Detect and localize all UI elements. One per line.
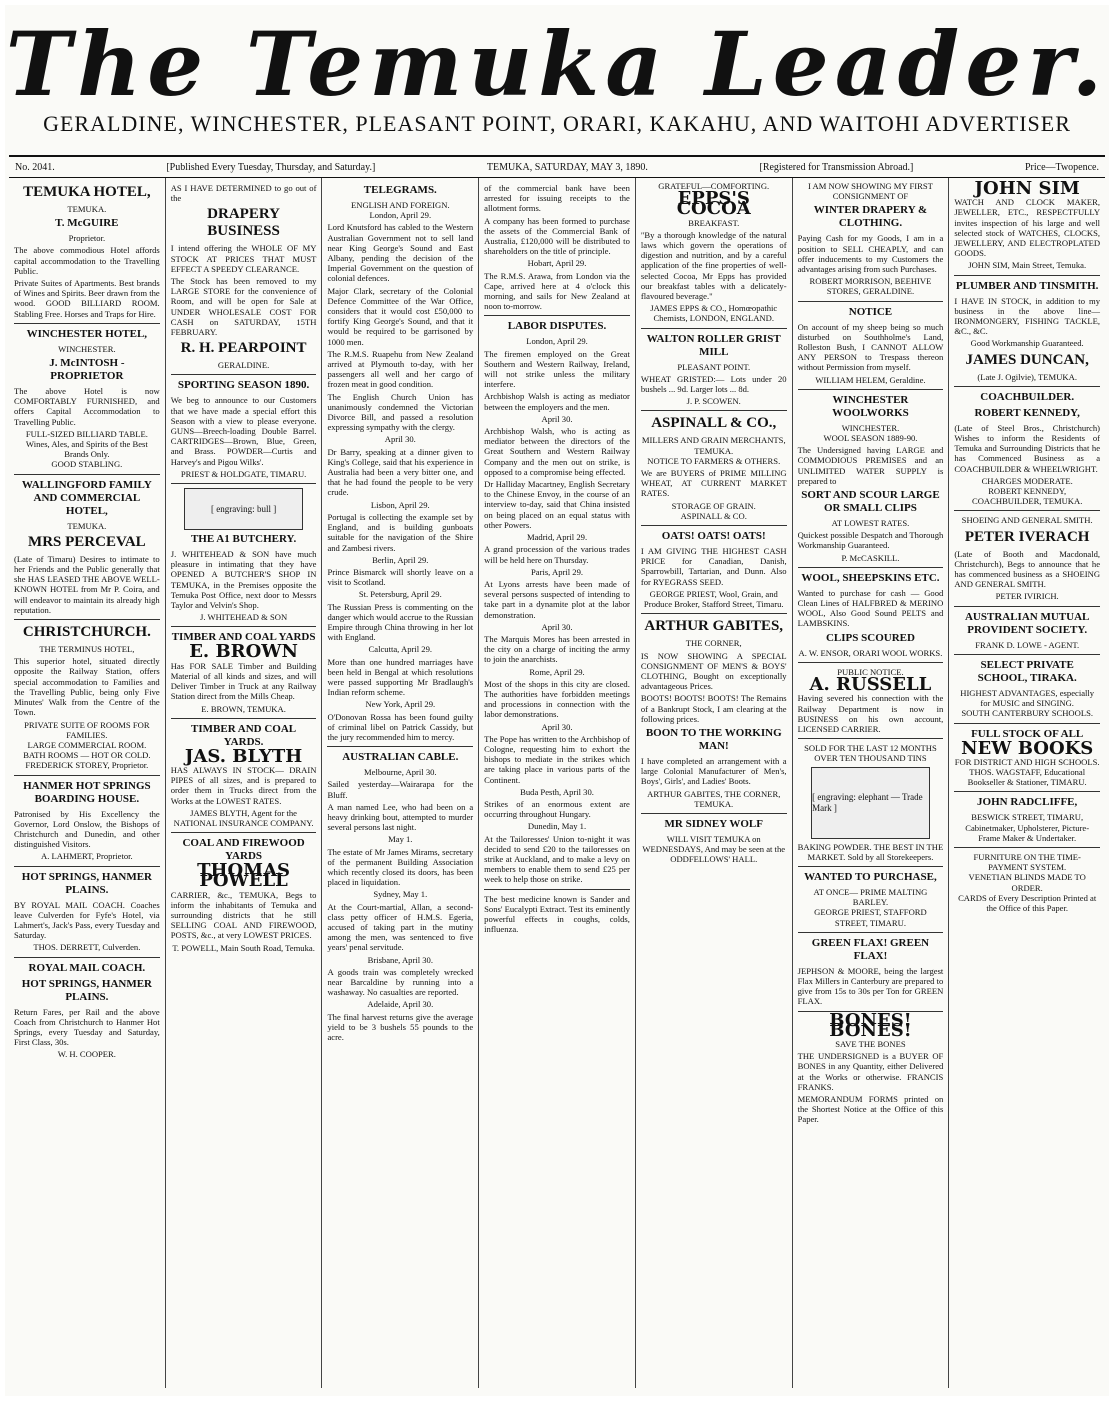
ad-heading: PETER IVERACH: [964, 528, 1090, 545]
divider: [14, 474, 160, 475]
column-5: [636, 178, 793, 1388]
news-text: A man named Lee, who had been on a heavy drinking bout, attempted to murder several persons last night.: [327, 801, 474, 833]
issue-number: No. 2041.: [15, 161, 55, 173]
section-heading: AUSTRALIAN CABLE.: [342, 751, 459, 764]
ad-text: (Late of Steel Bros., Christchurch) Wishes to inform the Residents of Temuka and Surrounding Districts that he has Commenced Business as a COACHBUILDER & WHEELWRIGHT.: [954, 422, 1101, 474]
news-text: Most of the shops in this city are closed. The authorities have forbidden meetings and processions in connection with the labor demonstrations.: [484, 678, 630, 720]
ad-text: LARGE COMMERCIAL ROOM.: [27, 739, 147, 750]
columns: [9, 178, 1105, 1388]
news-text: Dr Barry, speaking at a dinner given to King's College, said that his experience in Australia had been a very bitter one, and that he had found the people to be very crude.: [327, 446, 474, 498]
ad-heading: SORT AND SCOUR LARGE OR SMALL CLIPS: [801, 489, 940, 515]
ad-heading: WALLINGFORD FAMILY AND COMMERCIAL HOTEL,: [21, 478, 152, 517]
ad-text: FULL-SIZED BILLIARD TABLE.: [25, 428, 148, 439]
ad-heading: NOTICE: [848, 305, 893, 318]
ad-text: JAMES EPPS & CO., Homœopathic Chemists, LONDON, ENGLAND.: [650, 303, 778, 324]
ad-text: MEMORANDUM FORMS printed on the Shortest Notice at the Office of this Paper.: [797, 1093, 944, 1125]
ad-text: Patronised by His Excellency the Governor, Lord Onslow, the Bishops of Christchurch and Dunedin, and other distinguished Visitors.: [14, 808, 160, 850]
news-text: Major Clark, secretary of the Colonial Defence Committee of the War Office, considers that it would cost £50,000 to fortify King George's Sound, and that it would be required to be garrisoned by 1000 men.: [327, 285, 474, 347]
news-text: The final harvest returns give the average yield to be 3 bushels 55 pounds to the acre.: [327, 1011, 474, 1043]
news-text: The best medicine known is Sander and Sons' Eucalypti Extract. Test its eminently powerful effects in coughs, colds, influenza.: [484, 893, 630, 935]
ad-text: WILL VISIT TEMUKA on WEDNESDAYS, And may be seen at the ODDFELLOWS' HALL.: [642, 833, 786, 865]
news-text: The Pope has written to the Archbishop of Cologne, requesting him to exhort the bishops to mediate in the strikes which are taking place in various parts of the Continent.: [484, 733, 630, 785]
ad-text: GRATEFUL—COMFORTING.: [658, 181, 770, 191]
price: Price—Twopence.: [1024, 161, 1099, 173]
ad-subheading: WINCHESTER.: [841, 422, 900, 433]
ad-text: I AM GIVING THE HIGHEST CASH PRICE for Canadian, Danish, Sparrowbill, Tartarian, and Dunn. Also for RYEGRASS SEED.: [640, 546, 787, 587]
ad-subheading: THE CORNER,: [685, 638, 742, 649]
ad-heading: WINCHESTER WOOLWORKS: [832, 393, 909, 419]
divider: [641, 613, 787, 614]
divider: [171, 626, 317, 627]
ad-subheading: THE TERMINUS HOTEL,: [39, 644, 135, 655]
news-text: At the Court-martial, Allan, a second-class petty officer of H.M.S. Egeria, accused of taking part in the mutiny among the men, was sentenced to five years' penal servitude.: [327, 901, 474, 953]
ad-text: GEORGE PRIEST, Wool, Grain, and Produce Broker, Stafford Street, Timaru.: [643, 588, 784, 610]
ad-text: Has FOR SALE Timber and Building Material of all kinds and sizes, and will Deliver Timber in Truck at any Railway Station direct from the Mills Cheap.: [170, 660, 317, 702]
ad-text: I AM NOW SHOWING MY FIRST CONSIGNMENT OF: [808, 181, 933, 202]
divider: [954, 386, 1100, 387]
news-text: Dr Halliday Macartney, English Secretary to the Chinese Envoy, in the course of an interview to-day, said that China insisted on being placed on an equal status with other Powers.: [484, 479, 630, 530]
ad-text: J. WHITEHEAD & SON: [199, 612, 288, 623]
divider: [641, 328, 787, 329]
ad-text: BATH ROOMS — HOT OR COLD.: [23, 750, 151, 761]
ad-text: J. WHITEHEAD & SON have much pleasure in intimating that they have OPENED A BUTCHER'S SHOP IN TEMUKA, in the Premises opposite the Temuka Post Office, next door to Messrs Taylor and Velvin's Shop.: [170, 549, 317, 611]
ad-text: The above commodious Hotel affords capital accommodation to the Travelling Public.: [14, 245, 160, 276]
ad-heading: THE A1 BUTCHERY.: [190, 533, 297, 546]
divider: [171, 832, 317, 833]
ad-text: AS I HAVE DETERMINED to go out of the: [170, 183, 317, 204]
ad-text: HAS ALWAYS IN STOCK— DRAIN PIPES of all sizes, and is prepared to order them in Trucks direct from the Works at the LOWEST RATES.: [170, 764, 317, 806]
ad-text: W. H. COOPER.: [57, 1049, 116, 1060]
ad-heading: SPORTING SEASON 1890.: [177, 379, 310, 392]
ad-text: JOHN SIM, Main Street, Temuka.: [968, 260, 1087, 271]
divider: [641, 410, 787, 411]
ad-heading: COACHBUILDER.: [980, 390, 1075, 403]
newspaper-title: The Temuka Leader.: [5, 12, 1109, 116]
dateline-item: St. Petersburg, April 29.: [358, 589, 442, 600]
divider: [798, 738, 944, 739]
ad-text: I HAVE IN STOCK, in addition to my business in the above line— IRONMONGERY, FISHING TACKLE, &C., &C.: [954, 295, 1101, 337]
news-text: Lord Knutsford has cabled to the Western Australian Government not to sell land near King George's Sound and East Albany, pending the decision of the Imperial Government on the question of colonial defences.: [327, 222, 474, 284]
divider: [954, 275, 1100, 276]
dateline: [9, 155, 1105, 178]
divider: [641, 525, 787, 526]
dateline-item: Rome, April 29.: [529, 666, 585, 677]
dateline-item: Adelaide, April 30.: [367, 999, 434, 1010]
news-text: Archbishop Walsh, who is acting as mediator between the directors of the Great Southern and Western Railway Company and the men out on strike, is opposed to a compromise being effected.: [484, 426, 630, 477]
ad-text: WOOL SEASON 1889-90.: [823, 433, 918, 444]
masthead: [5, 5, 1109, 155]
ad-text: WHEAT GRISTED:— Lots under 20 bushels ... 9d. Larger lots ... 8d.: [640, 373, 787, 395]
ad-heading: BOON TO THE WORKING MAN!: [645, 726, 782, 752]
ad-text: AT LOWEST RATES.: [831, 518, 910, 529]
news-text: The English Church Union has unanimously condemned the Victorian Divorce Bill, and passed a resolution expressing sympathy with the clergy.: [327, 391, 474, 433]
news-text: The firemen employed on the Great Southern and Western Railway, Ireland, will not strike unless the military interfere.: [484, 348, 630, 390]
ad-heading: MR SIDNEY WOLF: [664, 817, 763, 830]
ad-subheading: MILLERS AND GRAIN MERCHANTS, TEMUKA.: [641, 435, 786, 456]
dateline-item: Dunedin, May 1.: [527, 821, 587, 832]
ad-heading: ASPINALL & CO.,: [651, 415, 777, 432]
ad-text: IS NOW SHOWING A SPECIAL CONSIGNMENT OF MEN'S & BOYS' CLOTHING, Bought on exceptionally advantageous Prices.: [640, 650, 787, 692]
dateline-item: Melbourne, April 30.: [364, 767, 437, 778]
ad-subheading: WINCHESTER.: [58, 343, 116, 354]
divider: [954, 606, 1100, 607]
news-text: A grand procession of the various trades will be held here on Thursday.: [484, 544, 630, 565]
divider: [798, 567, 944, 568]
ad-text: THOS. DERRETT, Culverden.: [33, 942, 141, 953]
section-heading: LABOR DISPUTES.: [507, 320, 607, 333]
ad-text: Quickest possible Despatch and Thorough Workmanship Guaranteed.: [797, 530, 944, 551]
dateline-item: Madrid, April 29.: [526, 532, 588, 543]
column-4: [479, 178, 636, 1388]
ad-text: BAKING POWDER. THE BEST IN THE MARKET. Sold by all Storekeepers.: [797, 841, 944, 862]
ad-heading: THOMAS POWELL: [197, 860, 291, 892]
section-heading: TELEGRAMS.: [363, 184, 437, 196]
ad-text: BESWICK STREET, TIMARU, Cabinetmaker, Upholsterer, Picture-Frame Maker & Undertaker.: [965, 812, 1090, 843]
ad-text: The Undersigned having LARGE and COMMODIOUS PREMISES and an UNLIMITED WATER SUPPLY is prepared to: [797, 445, 944, 486]
ad-heading: PLUMBER AND TINSMITH.: [955, 279, 1099, 292]
ad-text: (Late of Booth and Macdonald, Christchurch), Begs to announce that he has commenced business as a SHOEING AND GENERAL SMITH.: [954, 548, 1101, 590]
divider: [171, 483, 317, 484]
dateline-item: Buda Pesth, April 30.: [520, 786, 594, 797]
divider: [798, 389, 944, 390]
ad-text: VENETIAN BLINDS MADE TO ORDER.: [968, 872, 1086, 893]
news-text: At the Tailoresses' Union to-night it was decided to send £20 to the tailoresses on strike at Auckland, and to make a levy on members to enable them to send £25 per week to help those on strike.: [484, 833, 630, 885]
ad-subheading: SHOEING AND GENERAL SMITH.: [961, 515, 1093, 526]
dateline-item: April 30.: [541, 721, 573, 732]
divider: [484, 315, 630, 316]
divider: [954, 510, 1100, 511]
newspaper-subtitle: GERALDINE, WINCHESTER, PLEASANT POINT, ORARI, KAKAHU, AND WAITOHI ADVERTISER: [43, 111, 1071, 136]
column-3: [322, 178, 479, 1388]
ad-heading: ROYAL MAIL COACH.: [28, 961, 146, 974]
ad-heading: A. RUSSELL: [809, 674, 932, 696]
dateline-item: Lisbon, April 29.: [370, 499, 430, 510]
ad-heading: WINTER DRAPERY & CLOTHING.: [813, 204, 928, 230]
ad-text: SOUTH CANTERBURY SCHOOLS.: [961, 708, 1094, 719]
registration-note: [Registered for Transmission Abroad.]: [759, 161, 914, 173]
dateline-item: Berlin, April 29.: [372, 554, 429, 565]
news-text: Strikes of an enormous extent are occurring throughout Hungary.: [484, 798, 630, 820]
divider: [14, 957, 160, 958]
dateline-item: May 1.: [388, 834, 413, 845]
ad-text: ASPINALL & CO.: [680, 510, 747, 521]
ad-text: I have completed an arrangement with a large Colonial Manufacturer of Men's, Boys', Girls', and Ladies' Boots.: [640, 755, 787, 787]
ad-text: T. POWELL, Main South Road, Temuka.: [172, 942, 315, 953]
ad-text: PETER IVIRICH.: [995, 591, 1059, 602]
ad-text: ROBERT MORRISON, BEEHIVE STORES, GERALDINE.: [809, 276, 932, 297]
ad-text: CARDS of Every Description Printed at the Office of this Paper.: [958, 892, 1097, 913]
ad-heading: JOHN RADCLIFFE,: [977, 796, 1078, 809]
ad-text: This superior hotel, situated directly opposite the Railway Station, offers special accommodation to Families and the Travelling Public, being only Five Minutes' Walk from the Centre of the Town.: [14, 656, 160, 718]
ad-text: AT ONCE— PRIME MALTING BARLEY.: [813, 886, 928, 908]
ad-text: A. W. ENSOR, ORARI WOOL WORKS.: [798, 647, 943, 658]
divider: [327, 746, 473, 747]
ad-heading: EPPS'S COCOA: [676, 188, 751, 220]
ad-heading: CHRISTCHURCH.: [22, 624, 151, 641]
ad-subheading: PUBLIC NOTICE.: [837, 666, 904, 677]
ad-heading: AUSTRALIAN MUTUAL PROVIDENT SOCIETY.: [964, 610, 1090, 636]
ad-heading: NEW BOOKS: [961, 737, 1094, 759]
column-1: [9, 178, 166, 1388]
ad-heading: WANTED TO PURCHASE,: [804, 870, 937, 883]
ad-text: FURNITURE ON THE TIME-PAYMENT SYSTEM.: [973, 851, 1081, 873]
bull-illustration: [ engraving: bull ]: [184, 488, 303, 530]
news-text: A goods train was completely wrecked near Barcaldine by running into a washaway. No casualties are reported.: [327, 966, 474, 998]
ad-heading: OATS! OATS! OATS!: [661, 530, 766, 543]
ad-text: THE UNDERSIGNED is a BUYER OF BONES in any Quantity, either Delivered at the Works or otherwise. FRANCIS FRANKS.: [797, 1051, 944, 1092]
ad-heading: R. H. PEARPOINT: [180, 340, 307, 357]
ad-text: CHARGES MODERATE.: [981, 475, 1073, 486]
ad-heading: HANMER HOT SPRINGS BOARDING HOUSE.: [23, 779, 151, 805]
ad-text: FOR DISTRICT AND HIGH SCHOOLS.: [954, 756, 1100, 767]
news-text: The estate of Mr James Mirams, secretary of the permanent Building Association which recently closed its doors, has been placed in liquidation.: [327, 846, 474, 888]
ad-heading: JAMES DUNCAN,: [965, 351, 1089, 368]
news-text: of the commercial bank have been arrested for issuing receipts to the allotment forms.: [484, 183, 630, 214]
divider: [14, 619, 160, 620]
ad-text: PRIEST & HOLDGATE, TIMARU.: [180, 468, 307, 479]
ad-text: HIGHEST ADVANTAGES, especially for MUSIC and SINGING.: [960, 687, 1095, 709]
news-text: Archbishop Walsh is acting as mediator between the employers and the men.: [484, 391, 630, 412]
dateline-item: New York, April 29.: [365, 699, 436, 710]
news-text: At Lyons arrests have been made of several persons suspected of intending to take part in a dynamite plot at the labor demonstration.: [484, 578, 630, 620]
ad-heading: HOT SPRINGS, HANMER PLAINS.: [21, 977, 152, 1003]
ad-text: (Late J. Ogilvie), TEMUKA.: [977, 371, 1077, 382]
ad-text: GEORGE PRIEST, STAFFORD STREET, TIMARU.: [814, 907, 927, 928]
ad-subheading: TEMUKA.: [67, 204, 107, 214]
ad-heading: SELECT PRIVATE SCHOOL, TIRAKA.: [977, 658, 1077, 684]
ad-heading: COAL AND FIREWOOD YARDS: [182, 837, 305, 863]
news-text: More than one hundred marriages have been held in Bengal at which resolutions were passed supporting Mr Bradlaugh's Indian reform scheme.: [327, 656, 474, 698]
divider: [954, 791, 1100, 792]
ad-text: Wanted to purchase for cash — Good Clean Lines of HALFBRED & MERINO WOOL, Also Good Sound PELTS and LAMBSKINS.: [797, 587, 944, 629]
divider: [171, 718, 317, 719]
divider: [14, 775, 160, 776]
ad-text: (Late of Timaru) Desires to intimate to her Friends and the Public generally that she HAS LEASED THE ABOVE WELL-KNOWN HOTEL from Mr P. Coira, and will endeavor to maintain its already high reputation.: [14, 553, 160, 615]
divider: [954, 654, 1100, 655]
ad-text: PRIVATE SUITE OF ROOMS FOR FAMILIES.: [24, 719, 150, 740]
elephant-illustration: [ engraving: elephant — Trade Mark ]: [811, 767, 930, 839]
newspaper-page: [5, 5, 1109, 1396]
ad-text: CARRIER, &c., TEMUKA, Begs to inform the inhabitants of Temuka and surrounding districts that he still SELLING COAL AND FIREWOOD, POSTS, &c., at very LOWEST PRICES.: [170, 889, 317, 941]
ad-text: FRANK D. LOWE - AGENT.: [975, 639, 1080, 650]
ad-heading: WINCHESTER HOTEL,: [26, 327, 148, 340]
dateline-item: Paris, April 29.: [530, 566, 584, 577]
divider: [641, 813, 787, 814]
dateline-item: Brisbane, April 30.: [367, 954, 433, 965]
ad-subheading: SAVE THE BONES: [835, 1038, 906, 1049]
news-text: The Marquis Mores has been arrested in the city on a charge of inciting the army to join the anarchists.: [484, 633, 630, 665]
ad-subheading: PLEASANT POINT.: [677, 361, 751, 372]
ad-text: NOTICE TO FARMERS & OTHERS.: [647, 455, 781, 466]
ad-text: "By a thorough knowledge of the natural laws which govern the operations of digestion and nutrition, and by a careful application of the fine properties of well-selected Cocoa, Mr Epps has provided our breakfast tables with a delicately-flavoured beverage.": [640, 229, 787, 302]
ad-heading: TIMBER AND COAL YARDS.: [191, 722, 297, 748]
ad-text: BY ROYAL MAIL COACH. Coaches leave Culverden for Fyfe's Hotel, via Lahmert's, Jack's Pass, every Tuesday and Saturday.: [14, 899, 160, 941]
ad-heading: ROBERT KENNEDY,: [974, 406, 1080, 419]
ad-heading: HOT SPRINGS, HANMER PLAINS.: [21, 870, 152, 896]
ad-text: The above Hotel is now COMFORTABLY FURNISHED, and offers Capital Accommodation to Travelling Public.: [14, 386, 160, 427]
ad-heading: GREEN FLAX! GREEN FLAX!: [811, 936, 930, 962]
dateline-item: Hobart, April 29.: [527, 258, 587, 269]
news-text: The R.M.S. Arawa, from London via the Cape, arrived here at 4 o'clock this morning, and sails for New Zealand at noon to-morrow.: [484, 270, 630, 312]
issue-date: TEMUKA, SATURDAY, MAY 3, 1890.: [486, 161, 648, 173]
dateline-item: London, April 29.: [526, 336, 588, 347]
ad-text: WATCH AND CLOCK MAKER, JEWELLER, ETC., RESPECTFULLY invites inspection of his large and well selected stock of WATCHES, CLOCKS, JEWELLERY, AND ELECTROPLATED GOODS.: [954, 197, 1101, 259]
ad-subheading: BREAKFAST.: [688, 217, 740, 228]
ad-heading: CLIPS SCOURED: [825, 631, 915, 644]
ad-text: BOOTS! BOOTS! BOOTS! The Remains of a Bankrupt Stock, I am clearing at the following prices.: [640, 693, 787, 724]
divider: [954, 847, 1100, 848]
ad-heading: J. McINTOSH - PROPRIETOR: [49, 357, 125, 383]
ad-text: JAMES BLYTH, Agent for the NATIONAL INSURANCE COMPANY.: [173, 807, 314, 828]
ad-text: WILLIAM HELEM, Geraldine.: [815, 374, 926, 385]
divider: [798, 301, 944, 302]
ad-text: Wines, Ales, and Spirits of the Best Brands Only.: [25, 439, 148, 460]
column-6: [793, 178, 950, 1388]
ad-subheading: TEMUKA.: [67, 520, 107, 531]
dateline-item: April 30.: [541, 621, 573, 632]
dateline-item: April 30.: [541, 413, 573, 424]
ad-text: Private Suites of Apartments. Best brands of Wines and Spirits. Beer drawn from the wood. GOOD BILLIARD ROOM. Stabling Free. Horses and Traps for Hire.: [14, 278, 160, 319]
ad-text: ARTHUR GABITES, THE CORNER, TEMUKA.: [647, 788, 781, 809]
ad-text: GOOD STABLING.: [51, 459, 123, 470]
divider: [484, 889, 630, 890]
news-text: O'Donovan Rossa has been found guilty of criminal libel on Patrick Cassidy, but the jury recommended him to mercy.: [327, 711, 474, 742]
divider: [798, 662, 944, 663]
divider: [14, 866, 160, 867]
news-text: Prince Bismarck will shortly leave on a visit to Scotland.: [327, 566, 474, 588]
ad-text: The Stock has been removed to my LARGE STORE for the convenience of Room, and will be open for Sale at UNDER WHOLESALE COST FOR CASH on SATURDAY, 15TH FEBRUARY.: [170, 276, 317, 338]
ad-text: SOLD FOR THE LAST 12 MONTHS OVER TEN THOUSAND TINS: [804, 743, 937, 764]
news-text: The Russian Press is commenting on the danger which would accrue to the Russian Empire through China throwing in her lot with England.: [327, 601, 474, 643]
divider: [798, 932, 944, 933]
ad-text: Proprietor.: [68, 233, 106, 244]
news-text: A company has been formed to purchase the assets of the Commercial Bank of Australia, £120,000 will be distributed to shareholders on the title of principle.: [484, 215, 630, 257]
ad-text: A. LAHMERT, Proprietor.: [41, 851, 133, 862]
ad-heading: DRAPERY BUSINESS: [207, 206, 280, 240]
divider: [14, 323, 160, 324]
column-7: [949, 178, 1105, 1388]
ad-heading: T. McGUIRE: [55, 217, 119, 230]
publication-schedule: [Published Every Tuesday, Thursday, and Saturday.]: [166, 161, 376, 173]
ad-heading: WALTON ROLLER GRIST MILL: [646, 332, 781, 358]
ad-heading: TIMBER AND COAL YARDS: [171, 631, 316, 644]
ad-text: Return Fares, per Rail and the above Coach from Christchurch to Hanmer Hot Springs, every Tuesday and Saturday, First Class, 30s.: [14, 1006, 160, 1048]
dateline-item: London, April 29.: [369, 210, 432, 221]
dateline-item: Calcutta, April 29.: [368, 644, 433, 655]
ad-text: STORAGE OF GRAIN.: [671, 500, 756, 511]
ad-text: J. P. SCOWEN.: [686, 396, 741, 407]
divider: [954, 723, 1100, 724]
section-subheading: ENGLISH AND FOREIGN.: [351, 200, 450, 210]
ad-text: FREDERICK STOREY, Proprietor.: [25, 760, 149, 771]
column-2: [166, 178, 323, 1388]
ad-text: THOS. WAGSTAFF, Educational Bookseller & Stationer, TIMARU.: [967, 766, 1087, 788]
ad-text: E. BROWN, TEMUKA.: [201, 703, 286, 714]
dateline-item: Sydney, May 1.: [373, 889, 428, 900]
ad-heading: BONES! BONES!: [829, 1009, 912, 1041]
ad-heading: TEMUKA HOTEL,: [23, 184, 151, 200]
ad-text: JEPHSON & MOORE, being the largest Flax Millers in Canterbury are prepared to give from 15s to 30s per Ton for GREEN FLAX.: [797, 965, 944, 1007]
divider: [171, 374, 317, 375]
news-text: Sailed yesterday—Wairarapa for the Bluff.: [327, 779, 474, 800]
dateline-item: April 30.: [384, 434, 416, 445]
ad-text: Paying Cash for my Goods, I am in a position to SELL CHEAPLY, and can offer inducements to my Customers the advantages arising from such Purchases.: [797, 233, 944, 275]
ad-text: P. McCASKILL.: [841, 552, 900, 563]
news-text: Portugal is collecting the example set by England, and is building gunboats suitable for the navigation of the Shire and Zambesi rivers.: [327, 511, 474, 553]
ad-text: ROBERT KENNEDY, COACHBUILDER, TEMUKA.: [971, 486, 1083, 507]
ad-text: Having severed his connection with the Railway Department is now in BUSINESS on his own account, LICENSED CARRIER.: [797, 693, 944, 734]
ad-heading: JAS. BLYTH: [184, 745, 303, 767]
ad-text: On account of my sheep being so much disturbed on Southholme's Land, Rolleston Bush, I CANNOT ALLOW ANY PERSON to Trespass thereon without Permission from myself.: [797, 321, 944, 373]
ad-heading: E. BROWN: [189, 641, 298, 663]
ad-heading: ARTHUR GABITES,: [644, 618, 784, 635]
ad-text: I intend offering the WHOLE OF MY STOCK AT PRICES THAT MUST EFFECT A SPEEDY CLEARANCE.: [170, 243, 317, 274]
ad-subheading: GERALDINE.: [217, 360, 270, 371]
news-text: The R.M.S. Ruapehu from New Zealand arrived at Plymouth to-day, with her passengers all well and her cargo of frozen meat in good condition.: [327, 348, 474, 390]
ad-heading: JOHN SIM: [974, 178, 1080, 199]
ad-heading: WOOL, SHEEPSKINS ETC.: [801, 571, 940, 584]
ad-text: We are BUYERS of PRIME MILLING WHEAT, AT CURRENT MARKET RATES.: [640, 468, 787, 499]
ad-heading: FULL STOCK OF ALL: [971, 727, 1084, 740]
ad-heading: MRS PERCEVAL: [28, 533, 146, 550]
ad-text: We beg to announce to our Customers that we have made a special effort this Season with a view to please everyone. GUNS—Breech-loading Double Barrel. CARTRIDGES—Brown, Blue, Green, and Brass. POWDER—Curtis and Harvey's and Pigou Wilks'.: [170, 395, 317, 467]
divider: [798, 866, 944, 867]
ad-text: Good Workmanship Guaranteed.: [970, 338, 1084, 349]
